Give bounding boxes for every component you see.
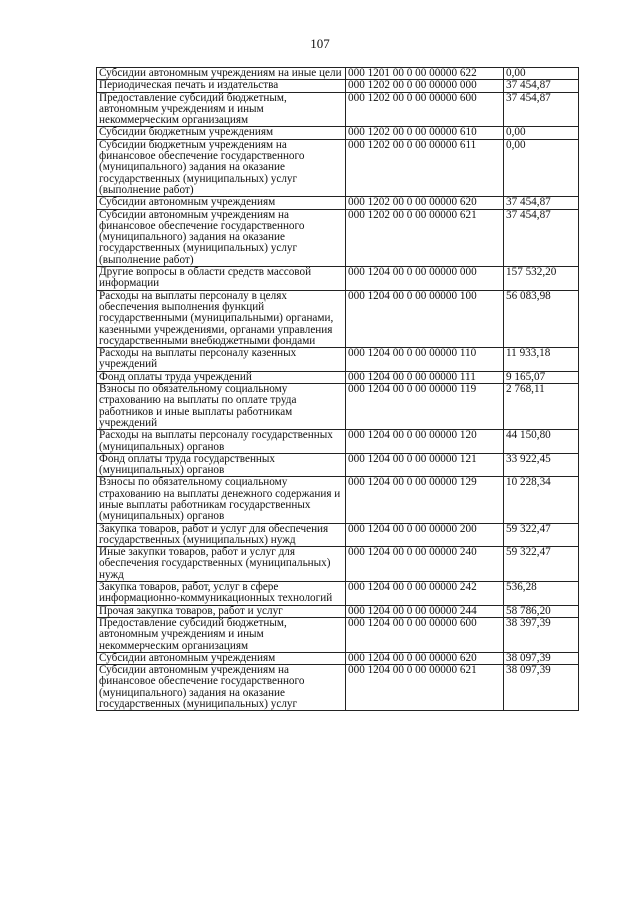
row-amount-cell: 38 397,39: [504, 617, 579, 652]
row-name-cell: Субсидии автономным учреждениям на финансовое обеспечение государственного (муниципального) задания на оказание государственных (муниципальных) услуг: [97, 665, 346, 711]
table-row: [97, 453, 579, 477]
row-amount-cell: 37 454,87: [504, 80, 579, 92]
row-code-cell: 000 1204 00 0 00 00000 200: [346, 523, 504, 547]
table-row: [97, 547, 579, 582]
budget-table-body: [97, 68, 579, 711]
row-name-cell: Закупка товаров, работ и услуг для обеспечения государственных (муниципальных) нужд: [97, 523, 346, 547]
row-code-cell: 000 1202 00 0 00 00000 620: [346, 197, 504, 209]
row-name-cell: Расходы на выплаты персоналу казенных учреждений: [97, 348, 346, 372]
row-amount-cell: 37 454,87: [504, 197, 579, 209]
row-code-cell: 000 1204 00 0 00 00000 111: [346, 371, 504, 383]
row-code-cell: 000 1204 00 0 00 00000 119: [346, 384, 504, 430]
row-amount-cell: 11 933,18: [504, 348, 579, 372]
row-name-cell: Фонд оплаты труда учреждений: [97, 371, 346, 383]
row-amount-cell: 58 786,20: [504, 605, 579, 617]
page-number: 107: [310, 36, 330, 51]
table-row: [97, 92, 579, 127]
row-amount-cell: 0,00: [504, 139, 579, 196]
row-amount-cell: 10 228,34: [504, 477, 579, 523]
row-code-cell: 000 1202 00 0 00 00000 621: [346, 209, 504, 266]
table-row: [97, 80, 579, 92]
row-code-cell: 000 1204 00 0 00 00000 621: [346, 665, 504, 711]
row-code-cell: 000 1204 00 0 00 00000 244: [346, 605, 504, 617]
row-name-cell: Субсидии автономным учреждениям на иные цели: [97, 68, 346, 80]
row-name-cell: Расходы на выплаты персоналу государственных (муниципальных) органов: [97, 430, 346, 454]
table-row: [97, 652, 579, 664]
row-code-cell: 000 1204 00 0 00 00000 620: [346, 652, 504, 664]
row-code-cell: 000 1201 00 0 00 00000 622: [346, 68, 504, 80]
table-row: [97, 209, 579, 266]
table-row: [97, 197, 579, 209]
row-name-cell: Предоставление субсидий бюджетным, автономным учреждениям и иным некоммерческим организациям: [97, 92, 346, 127]
row-amount-cell: 33 922,45: [504, 453, 579, 477]
row-name-cell: Субсидии автономным учреждениям: [97, 197, 346, 209]
row-amount-cell: 37 454,87: [504, 209, 579, 266]
table-row: [97, 371, 579, 383]
row-code-cell: 000 1202 00 0 00 00000 610: [346, 127, 504, 139]
table-row: [97, 430, 579, 454]
budget-table: [96, 67, 579, 711]
row-amount-cell: 56 083,98: [504, 290, 579, 347]
row-name-cell: Субсидии автономным учреждениям: [97, 652, 346, 664]
row-code-cell: 000 1204 00 0 00 00000 242: [346, 582, 504, 606]
table-row: [97, 605, 579, 617]
row-code-cell: 000 1202 00 0 00 00000 000: [346, 80, 504, 92]
row-code-cell: 000 1204 00 0 00 00000 240: [346, 547, 504, 582]
row-name-cell: Предоставление субсидий бюджетным, автономным учреждениям и иным некоммерческим организациям: [97, 617, 346, 652]
row-amount-cell: 9 165,07: [504, 371, 579, 383]
row-name-cell: Фонд оплаты труда государственных (муниципальных) органов: [97, 453, 346, 477]
table-row: [97, 523, 579, 547]
row-amount-cell: 157 532,20: [504, 267, 579, 291]
row-code-cell: 000 1204 00 0 00 00000 000: [346, 267, 504, 291]
row-name-cell: Взносы по обязательному социальному страхованию на выплаты по оплате труда работников и иные выплаты работникам учреждений: [97, 384, 346, 430]
row-amount-cell: 44 150,80: [504, 430, 579, 454]
table-row: [97, 290, 579, 347]
row-amount-cell: 0,00: [504, 68, 579, 80]
row-amount-cell: 2 768,11: [504, 384, 579, 430]
table-row: [97, 267, 579, 291]
row-code-cell: 000 1202 00 0 00 00000 600: [346, 92, 504, 127]
row-name-cell: Другие вопросы в области средств массовой информации: [97, 267, 346, 291]
row-name-cell: Субсидии автономным учреждениям на финансовое обеспечение государственного (муниципального) задания на оказание государственных (муниципальных) услуг (выполнение работ): [97, 209, 346, 266]
row-name-cell: Прочая закупка товаров, работ и услуг: [97, 605, 346, 617]
table-row: [97, 139, 579, 196]
table-row: [97, 617, 579, 652]
row-amount-cell: 37 454,87: [504, 92, 579, 127]
row-amount-cell: 59 322,47: [504, 547, 579, 582]
row-code-cell: 000 1204 00 0 00 00000 120: [346, 430, 504, 454]
row-name-cell: Расходы на выплаты персоналу в целях обеспечения выполнения функций государственными (муниципальными) органами, казенными учреждениями, органами управления государственными внебюджетными фондами: [97, 290, 346, 347]
row-name-cell: Субсидии бюджетным учреждениям: [97, 127, 346, 139]
table-row: [97, 348, 579, 372]
table-row: [97, 582, 579, 606]
table-row: [97, 477, 579, 523]
row-code-cell: 000 1202 00 0 00 00000 611: [346, 139, 504, 196]
row-name-cell: Закупка товаров, работ, услуг в сфере информационно-коммуникационных технологий: [97, 582, 346, 606]
row-amount-cell: 38 097,39: [504, 652, 579, 664]
row-code-cell: 000 1204 00 0 00 00000 129: [346, 477, 504, 523]
row-code-cell: 000 1204 00 0 00 00000 600: [346, 617, 504, 652]
row-code-cell: 000 1204 00 0 00 00000 100: [346, 290, 504, 347]
row-amount-cell: 38 097,39: [504, 665, 579, 711]
row-amount-cell: 59 322,47: [504, 523, 579, 547]
row-name-cell: Периодическая печать и издательства: [97, 80, 346, 92]
row-code-cell: 000 1204 00 0 00 00000 110: [346, 348, 504, 372]
row-name-cell: Взносы по обязательному социальному страхованию на выплаты денежного содержания и иные выплаты работникам государственных (муниципальных) органов: [97, 477, 346, 523]
row-amount-cell: 536,28: [504, 582, 579, 606]
row-amount-cell: 0,00: [504, 127, 579, 139]
table-row: [97, 665, 579, 711]
row-code-cell: 000 1204 00 0 00 00000 121: [346, 453, 504, 477]
table-row: [97, 68, 579, 80]
row-name-cell: Субсидии бюджетным учреждениям на финансовое обеспечение государственного (муниципального) задания на оказание государственных (муниципальных) услуг (выполнение работ): [97, 139, 346, 196]
table-row: [97, 384, 579, 430]
table-row: [97, 127, 579, 139]
row-name-cell: Иные закупки товаров, работ и услуг для обеспечения государственных (муниципальных) нужд: [97, 547, 346, 582]
